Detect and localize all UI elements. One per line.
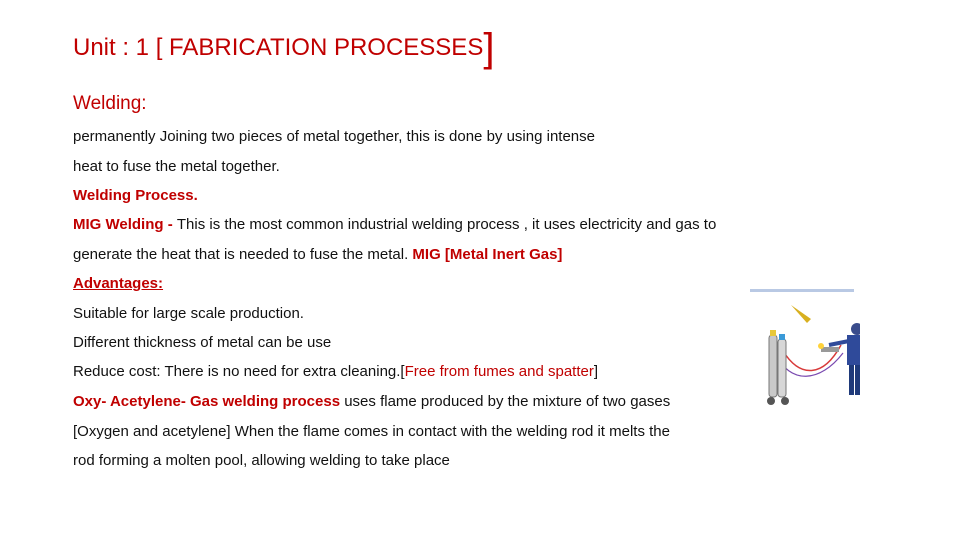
slide-title: [73, 28, 494, 68]
mig-text-1: This is the most common industrial welding process , it uses electricity and gas to: [176, 216, 717, 233]
title-bracket: ]: [483, 26, 495, 70]
mig-abbr: MIG [Metal Inert Gas]: [412, 246, 563, 263]
cost-prefix: Reduce cost: There is no need for extra cleaning.[: [73, 363, 405, 380]
mig-line-1: [73, 216, 716, 233]
welder-icon: [745, 283, 860, 413]
advantage-item: Suitable for large scale production.: [73, 305, 304, 322]
definition-line-1: permanently Joining two pieces of metal together, this is done by using intense: [73, 128, 595, 145]
definition-line-2: heat to fuse the metal together.: [73, 158, 280, 175]
mig-label: MIG Welding -: [73, 216, 177, 233]
mig-line-2: [73, 246, 562, 263]
oxy-label: Oxy- Acetylene- Gas welding process: [73, 393, 345, 410]
process-heading: Welding Process.: [73, 187, 198, 204]
cost-suffix: ]: [593, 363, 599, 380]
oxy-text-1: uses flame produced by the mixture of two gases: [344, 393, 671, 410]
oxy-line-2: [Oxygen and acetylene] When the flame comes in contact with the welding rod it melts the: [73, 423, 670, 440]
oxy-line-1: [73, 393, 670, 410]
title-text: Unit : 1 [ FABRICATION PROCESSES: [73, 34, 484, 61]
oxy-line-3: rod forming a molten pool, allowing welding to take place: [73, 452, 450, 469]
mig-text-2: generate the heat that is needed to fuse the metal.: [73, 246, 413, 263]
advantage-item: Different thickness of metal can be use: [73, 334, 332, 351]
welding-heading: Welding:: [73, 93, 147, 114]
cost-line: [73, 363, 598, 380]
cost-highlight: Free from fumes and spatter: [404, 363, 594, 380]
advantages-heading: Advantages:: [73, 275, 164, 292]
